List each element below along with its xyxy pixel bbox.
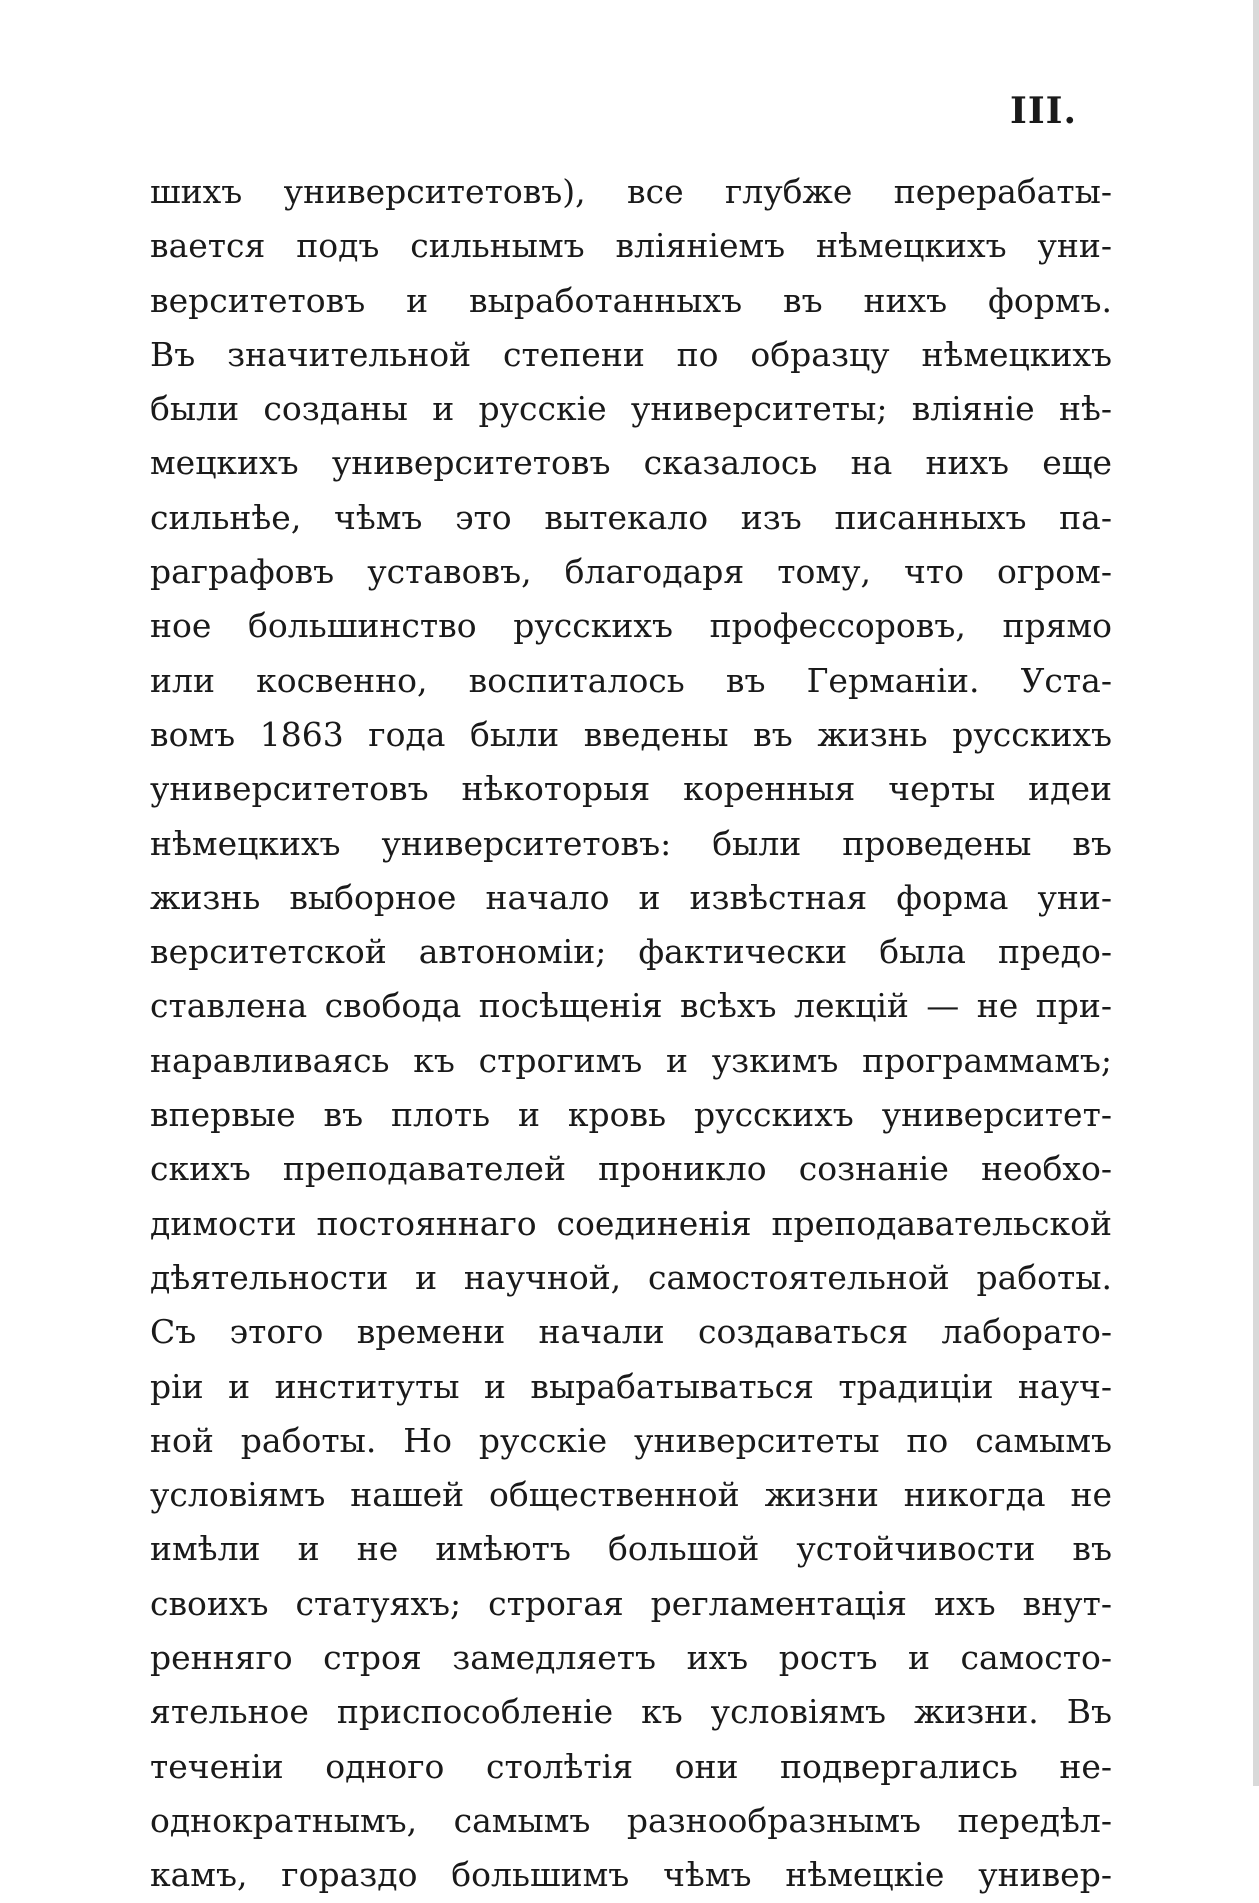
- text-line: теченіи одного столѣтія они подвергались не-: [150, 1746, 1112, 1786]
- text-line: нѣмецкихъ университетовъ: были проведены въ: [150, 823, 1112, 863]
- text-line: были созданы и русскіе университеты; вліяніе нѣ-: [150, 389, 1112, 429]
- text-line: ятельное приспособленіе къ условіямъ жизни. Въ: [150, 1692, 1112, 1732]
- text-line: дѣятельности и научной, самостоятельной работы.: [150, 1257, 1112, 1297]
- text-line: ренняго строя замедляетъ ихъ ростъ и самосто-: [150, 1638, 1112, 1678]
- text-line: Въ значительной степени по образцу нѣмецкихъ: [150, 334, 1112, 374]
- text-line: мецкихъ университетовъ сказалось на нихъ еще: [150, 443, 1112, 483]
- text-line: условіямъ нашей общественной жизни никогда не: [150, 1475, 1112, 1515]
- text-line: ставлена свобода посѣщенія всѣхъ лекцій — не при-: [150, 986, 1112, 1026]
- text-line: верситетовъ и выработанныхъ въ нихъ формъ.: [150, 280, 1112, 320]
- page-edge-shadow: [1253, 0, 1259, 1786]
- text-line: скихъ преподавателей проникло сознаніе необхо-: [150, 1149, 1112, 1189]
- text-line: ное большинство русскихъ профессоровъ, прямо: [150, 606, 1112, 646]
- text-line: своихъ статуяхъ; строгая регламентація ихъ внут-: [150, 1583, 1112, 1623]
- text-line: или косвенно, воспиталось въ Германіи. Уста-: [150, 660, 1112, 700]
- text-line: вомъ 1863 года были введены въ жизнь русскихъ: [150, 714, 1112, 754]
- text-line: университетовъ нѣкоторыя коренныя черты идеи: [150, 769, 1112, 809]
- text-line: ной работы. Но русскіе университеты по самымъ: [150, 1420, 1112, 1460]
- text-line: впервые въ плоть и кровь русскихъ университет-: [150, 1095, 1112, 1135]
- text-line: димости постояннаго соединенія преподавательской: [150, 1203, 1112, 1243]
- text-line: однократнымъ, самымъ разнообразнымъ передѣл-: [150, 1800, 1112, 1840]
- text-line: наравливаясь къ строгимъ и узкимъ программамъ;: [150, 1040, 1112, 1080]
- text-line: Съ этого времени начали создаваться лаборато-: [150, 1312, 1112, 1352]
- text-line: шихъ университетовъ), все глубже перерабаты-: [150, 172, 1112, 211]
- text-line: вается подъ сильнымъ вліяніемъ нѣмецкихъ уни-: [150, 226, 1112, 266]
- body-text: [150, 165, 1112, 1903]
- text-line: раграфовъ уставовъ, благодаря тому, что огром-: [150, 552, 1112, 592]
- text-line: ріи и институты и вырабатываться традиціи науч-: [150, 1366, 1112, 1406]
- text-line: сильнѣе, чѣмъ это вытекало изъ писанныхъ па-: [150, 497, 1112, 537]
- text-line: камъ, гораздо большимъ чѣмъ нѣмецкіе универ-: [150, 1855, 1112, 1895]
- text-line: верситетской автономіи; фактически была предо-: [150, 932, 1112, 972]
- page-number: III.: [1010, 90, 1078, 132]
- text-line: имѣли и не имѣютъ большой устойчивости въ: [150, 1529, 1112, 1569]
- text-line: жизнь выборное начало и извѣстная форма уни-: [150, 877, 1112, 917]
